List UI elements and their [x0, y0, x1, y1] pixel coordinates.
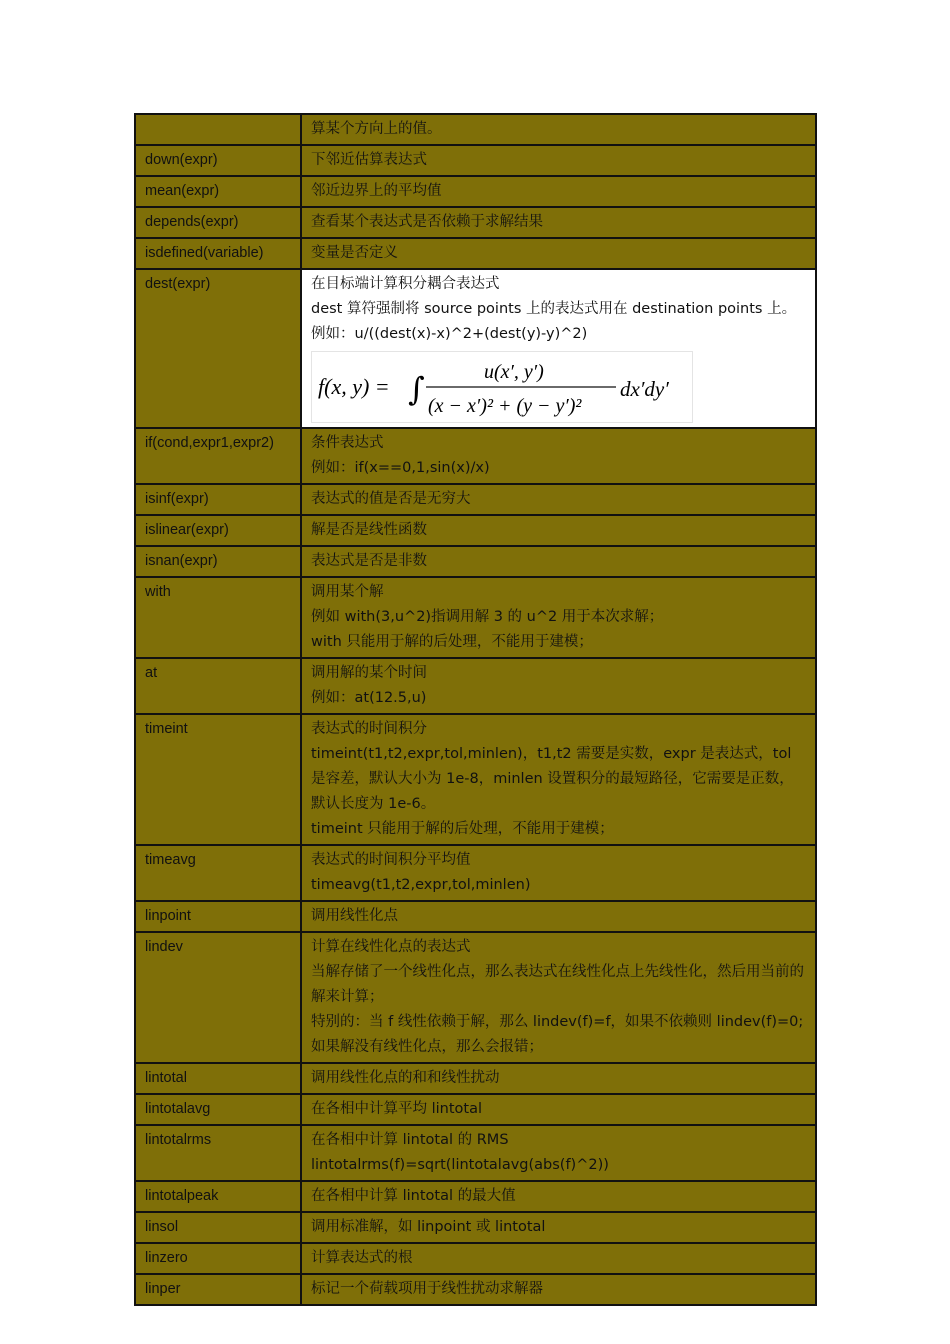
- function-name-cell: timeint: [135, 714, 301, 845]
- table-row: [135, 145, 816, 176]
- description-line: 调用线性化点: [311, 908, 398, 924]
- function-name-cell: linpoint: [135, 901, 301, 932]
- formula-denominator: (x − x′)² + (y − y′)²: [428, 395, 582, 417]
- formula-lhs: f(x, y) =: [318, 374, 390, 399]
- description-line: 调用解的某个时间: [311, 665, 427, 681]
- description-line: 在各相中计算平均 lintotal: [311, 1101, 483, 1117]
- description-cell: [301, 1063, 816, 1094]
- table-row: [135, 114, 816, 145]
- description-line: 表达式的时间积分: [311, 721, 427, 737]
- description-line: 例如：if(x==0,1,sin(x)/x): [311, 460, 490, 476]
- function-name-cell: isinf(expr): [135, 484, 301, 515]
- formula-numerator: u(x′, y′): [484, 361, 544, 383]
- description-cell: [301, 1181, 816, 1212]
- table-row: [135, 1181, 816, 1212]
- description-line: 计算在线性化点的表达式: [311, 939, 471, 955]
- function-name-cell: islinear(expr): [135, 515, 301, 546]
- description-line: 变量是否定义: [311, 245, 398, 261]
- table-row: [135, 1274, 816, 1305]
- function-name-cell: linper: [135, 1274, 301, 1305]
- description-cell: [301, 176, 816, 207]
- table-row: [135, 1212, 816, 1243]
- description-line: 表达式的时间积分平均值: [311, 852, 471, 868]
- description-line: with 只能用于解的后处理，不能用于建模；: [311, 634, 593, 650]
- description-cell: [301, 515, 816, 546]
- table-body: [135, 114, 816, 1305]
- function-name-cell: at: [135, 658, 301, 714]
- description-cell: [301, 269, 816, 428]
- table-row: [135, 546, 816, 577]
- description-line: 算某个方向上的值。: [311, 121, 442, 137]
- description-cell: [301, 1243, 816, 1274]
- table-row: [135, 1063, 816, 1094]
- function-name-cell: lintotalavg: [135, 1094, 301, 1125]
- table-row: [135, 176, 816, 207]
- description-line: 下邻近估算表达式: [311, 152, 427, 168]
- description-cell: [301, 714, 816, 845]
- description-line: 当解存储了一个线性化点，那么表达式在线性化点上先线性化，然后用当前的解来计算；: [311, 964, 804, 1005]
- function-name-cell: down(expr): [135, 145, 301, 176]
- description-line: 调用线性化点的和和线性扰动: [311, 1070, 500, 1086]
- table-row: [135, 932, 816, 1063]
- function-name-cell: [135, 114, 301, 145]
- table-row: [135, 238, 816, 269]
- table-row: [135, 207, 816, 238]
- function-name-cell: linzero: [135, 1243, 301, 1274]
- description-line: timeint 只能用于解的后处理，不能用于建模；: [311, 821, 614, 837]
- function-name-cell: if(cond,expr1,expr2): [135, 428, 301, 484]
- function-name-cell: mean(expr): [135, 176, 301, 207]
- description-line: 标记一个荷载项用于线性扰动求解器: [311, 1281, 543, 1297]
- description-cell: [301, 428, 816, 484]
- description-line: 条件表达式: [311, 435, 384, 451]
- description-line: 解是否是线性函数: [311, 522, 427, 538]
- table-row: [135, 428, 816, 484]
- formula-image: [311, 351, 693, 423]
- description-line: dest 算符强制将 source points 上的表达式用在 destination points 上。: [311, 301, 797, 317]
- table-row: [135, 269, 816, 428]
- function-name-cell: linsol: [135, 1212, 301, 1243]
- description-line: 查看某个表达式是否依赖于求解结果: [311, 214, 543, 230]
- description-cell: [301, 1125, 816, 1181]
- description-cell: [301, 845, 816, 901]
- description-line: 特别的：当 f 线性依赖于解，那么 lindev(f)=f，如果不依赖则 lindev(f)=0;如果解没有线性化点，那么会报错；: [311, 1014, 804, 1055]
- description-line: lintotalrms(f)=sqrt(lintotalavg(abs(f)^2)): [311, 1157, 609, 1173]
- description-cell: [301, 577, 816, 658]
- description-line: 计算表达式的根: [311, 1250, 413, 1266]
- description-line: 在各相中计算 lintotal 的 RMS: [311, 1132, 509, 1148]
- function-name-cell: timeavg: [135, 845, 301, 901]
- function-name-cell: lintotal: [135, 1063, 301, 1094]
- function-name-cell: with: [135, 577, 301, 658]
- description-line: 邻近边界上的平均值: [311, 183, 442, 199]
- description-cell: [301, 238, 816, 269]
- function-name-cell: depends(expr): [135, 207, 301, 238]
- table-row: [135, 658, 816, 714]
- function-table: [134, 113, 817, 1306]
- table-row: [135, 1125, 816, 1181]
- description-cell: [301, 114, 816, 145]
- table-row: [135, 515, 816, 546]
- table-row: [135, 845, 816, 901]
- function-name-cell: isdefined(variable): [135, 238, 301, 269]
- description-line: timeavg(t1,t2,expr,tol,minlen): [311, 877, 531, 893]
- description-cell: [301, 1212, 816, 1243]
- description-line: 表达式是否是非数: [311, 553, 427, 569]
- table-row: [135, 1243, 816, 1274]
- description-cell: [301, 546, 816, 577]
- description-line: 表达式的值是否是无穷大: [311, 491, 471, 507]
- description-cell: [301, 658, 816, 714]
- description-cell: [301, 207, 816, 238]
- description-cell: [301, 484, 816, 515]
- table-row: [135, 577, 816, 658]
- table-row: [135, 901, 816, 932]
- function-name-cell: lindev: [135, 932, 301, 1063]
- table-row: [135, 484, 816, 515]
- description-cell: [301, 145, 816, 176]
- table-row: [135, 1094, 816, 1125]
- function-name-cell: lintotalrms: [135, 1125, 301, 1181]
- table-row: [135, 714, 816, 845]
- formula-differential: dx′dy′: [620, 377, 669, 401]
- description-line: 例如：u/((dest(x)-x)^2+(dest(y)-y)^2): [311, 326, 588, 342]
- description-line: 调用某个解: [311, 584, 384, 600]
- description-cell: [301, 1094, 816, 1125]
- function-name-cell: dest(expr): [135, 269, 301, 428]
- description-line: 例如 with(3,u^2)指调用解 3 的 u^2 用于本次求解；: [311, 609, 664, 625]
- description-line: 在目标端计算积分耦合表达式: [311, 276, 500, 292]
- description-cell: [301, 901, 816, 932]
- description-line: 调用标准解，如 linpoint 或 lintotal: [311, 1219, 546, 1235]
- function-name-cell: lintotalpeak: [135, 1181, 301, 1212]
- description-line: timeint(t1,t2,expr,tol,minlen)，t1,t2 需要是实数，expr 是表达式，tol 是容差，默认大小为 1e-8，minlen 设置积分的最短路径，它需要是正数，默认长度为 1e-6。: [311, 746, 794, 812]
- description-line: 例如：at(12.5,u): [311, 690, 427, 706]
- description-cell: [301, 1274, 816, 1305]
- description-cell: [301, 932, 816, 1063]
- description-line: 在各相中计算 lintotal 的最大值: [311, 1188, 516, 1204]
- function-name-cell: isnan(expr): [135, 546, 301, 577]
- formula-integral: ∫: [408, 370, 425, 408]
